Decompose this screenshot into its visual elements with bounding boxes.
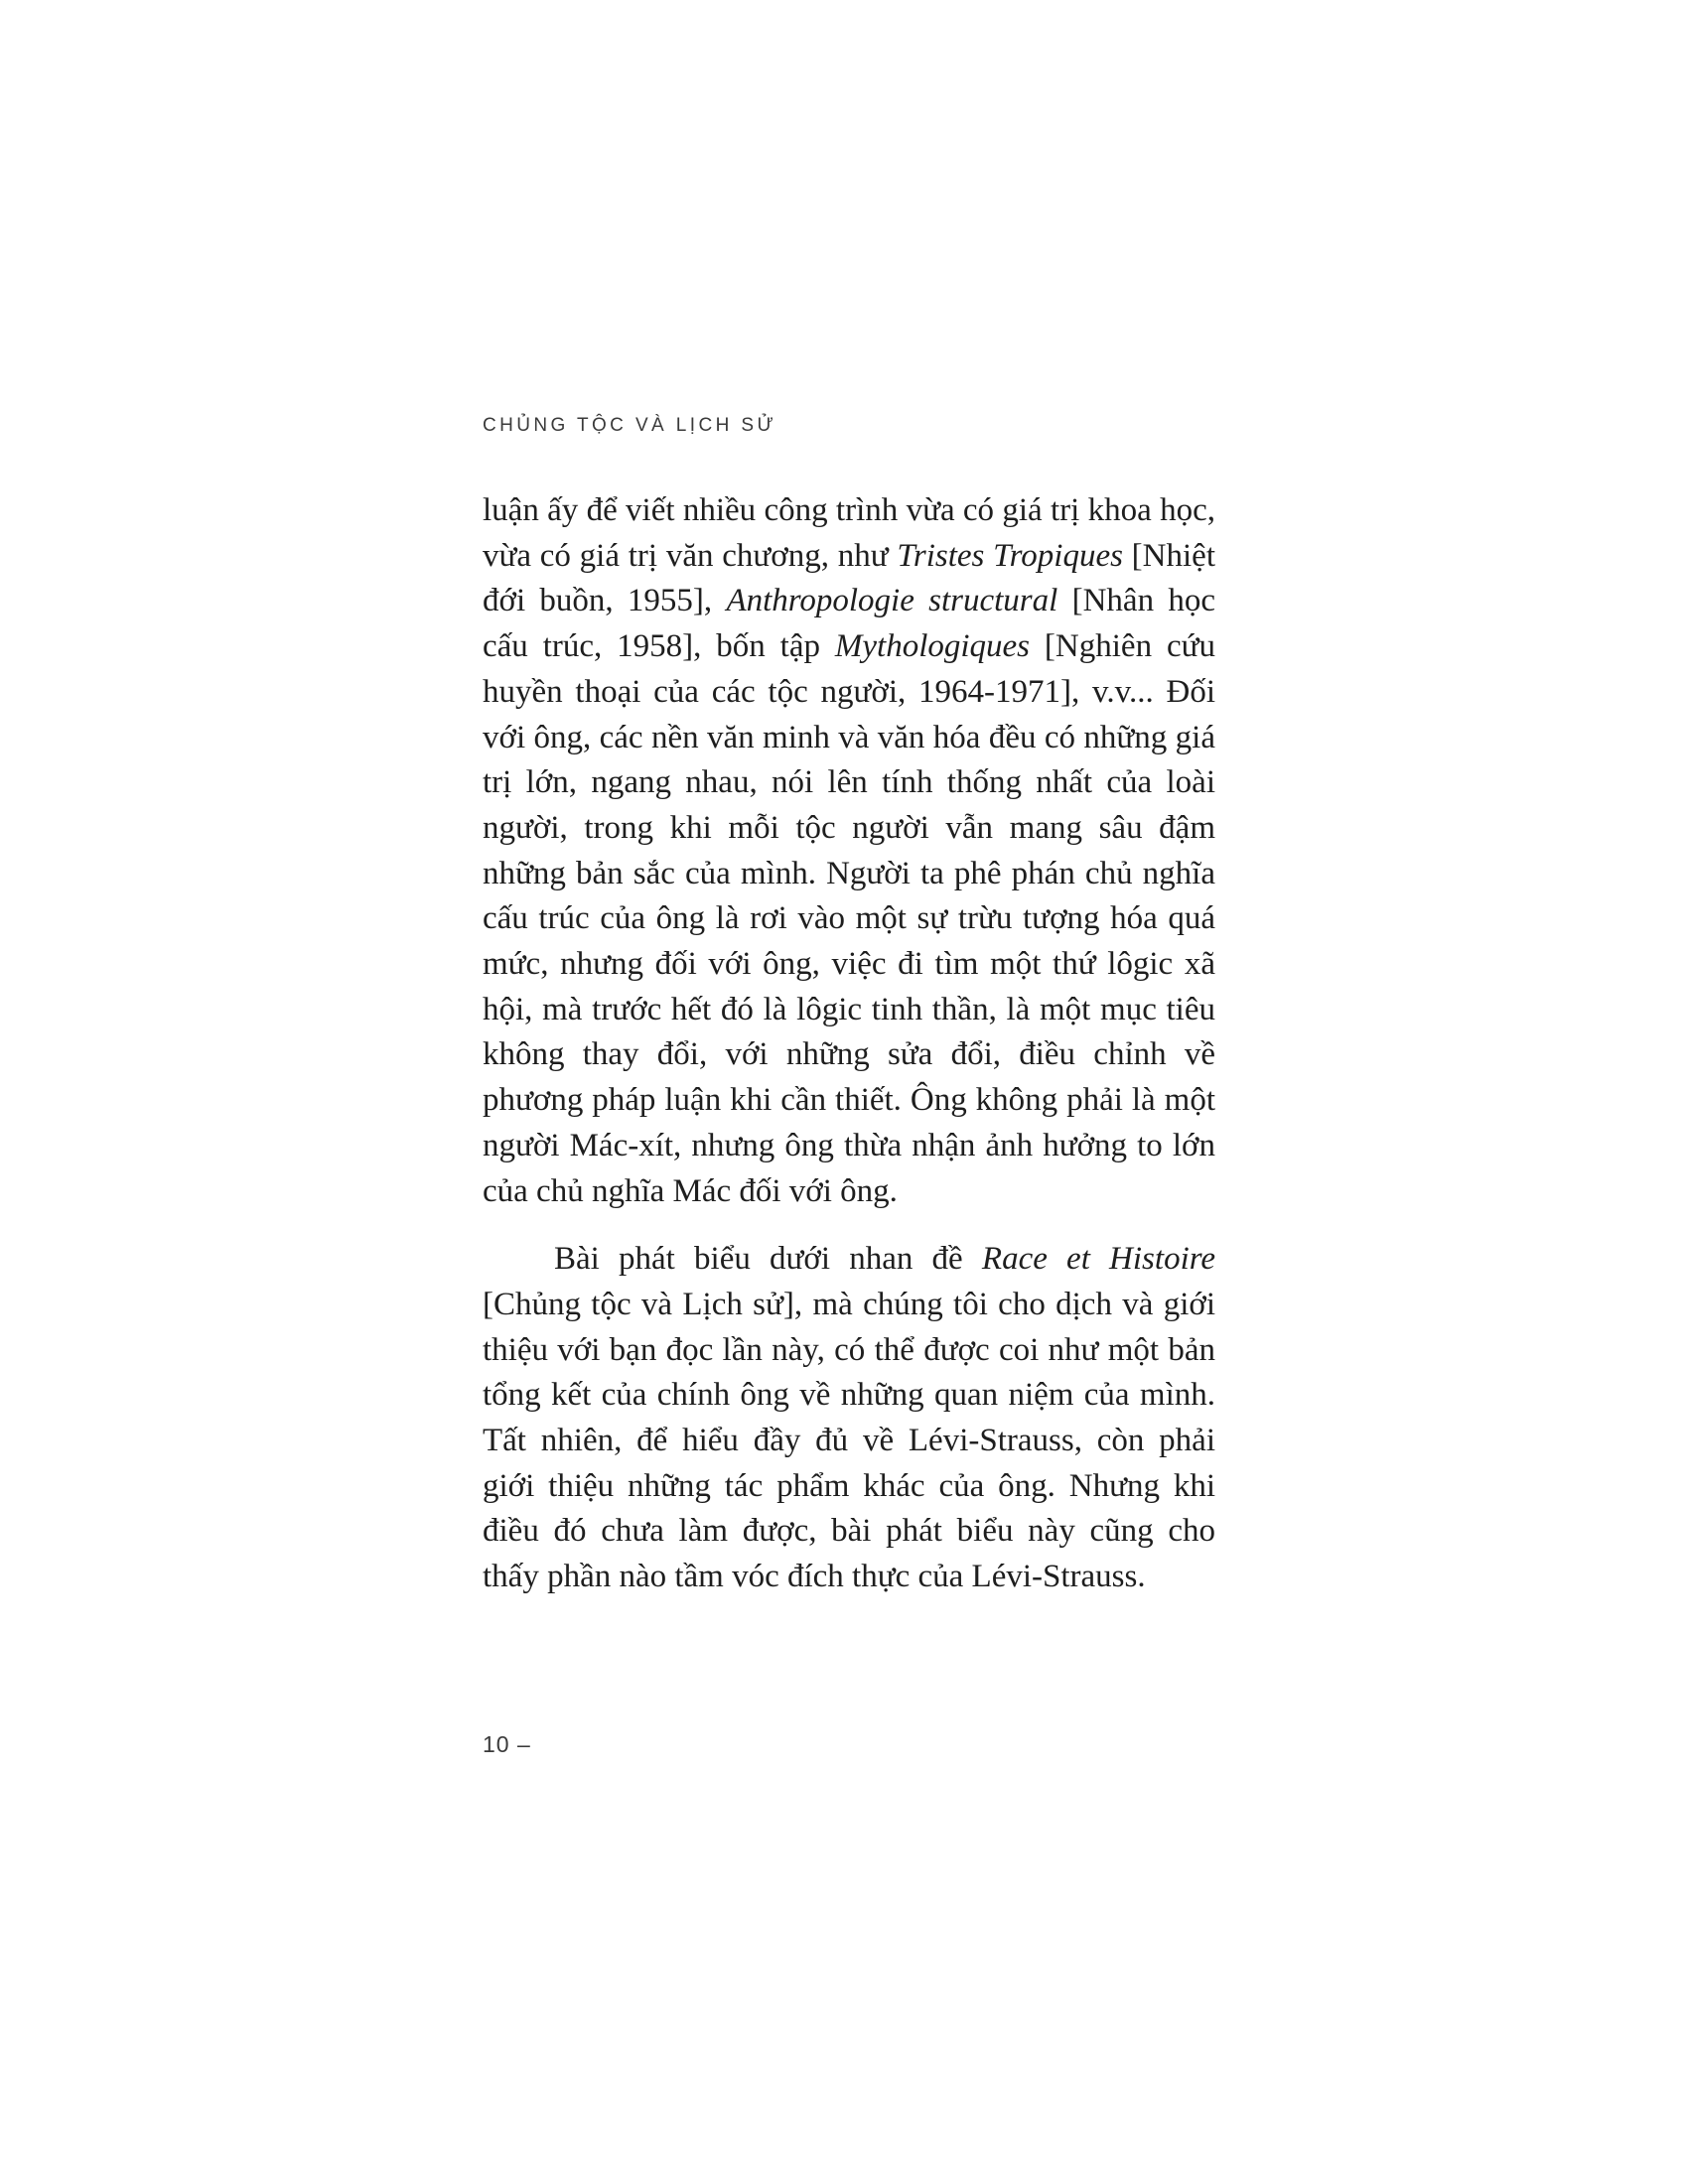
text-segment: luận ấy để viết nhiều công trình vừa có giá trị khoa học, vừa có giá trị văn chương, như	[483, 492, 1215, 574]
text-segment: [Nhân học cấu trúc, 1958], bốn tập	[483, 583, 1215, 665]
book-title-italic: Mythologiques	[834, 628, 1031, 665]
paragraph	[483, 1237, 1215, 1600]
page-number: 10 –	[483, 1731, 531, 1757]
book-title-italic: Anthropologie structural	[726, 583, 1058, 619]
text-segment: [Nghiên cứu huyền thoại của các tộc người, 1964-1971], v.v... Đối với ông, các nền văn minh và văn hóa đều có những giá trị lớn, ngang nhau, nói lên tính thống nhất của loài người, trong khi mỗi tộc người vẫn mang sâu đậm những bản sắc của mình. Người ta phê phán chủ nghĩa cấu trúc của ông là rơi vào một sự trừu tượng hóa quá mức, nhưng đối với ông, việc đi tìm một thứ lôgic xã hội, mà trước hết đó là lôgic tinh thần, là một mục tiêu không thay đổi, với những sửa đổi, điều chỉnh về phương pháp luận khi cần thiết. Ông không phải là một người Mác-xít, nhưng ông thừa nhận ảnh hưởng to lớn của chủ nghĩa Mác đối với ông.	[483, 628, 1215, 1209]
paragraph	[483, 488, 1215, 1214]
body-text	[483, 488, 1215, 1600]
text-segment: [Nhiệt đới buồn, 1955],	[483, 537, 1215, 619]
book-title-italic: Tristes Tropiques	[897, 537, 1123, 574]
text-segment: Bài phát biểu dưới nhan đề	[554, 1241, 982, 1278]
text-segment: [Chủng tộc và Lịch sử], mà chúng tôi cho dịch và giới thiệu với bạn đọc lần này, có thể được coi như một bản tổng kết của chính ông về những quan niệm của mình. Tất nhiên, để hiểu đầy đủ về Lévi-Strauss, còn phải giới thiệu những tác phẩm khác của ông. Nhưng khi điều đó chưa làm được, bài phát biểu này cũng cho thấy phần nào tầm vóc đích thực của Lévi-Strauss.	[483, 1286, 1215, 1595]
book-title-italic: Race et Histoire	[981, 1241, 1215, 1278]
running-header: CHỦNG TỘC VÀ LỊCH SỬ	[483, 415, 777, 436]
